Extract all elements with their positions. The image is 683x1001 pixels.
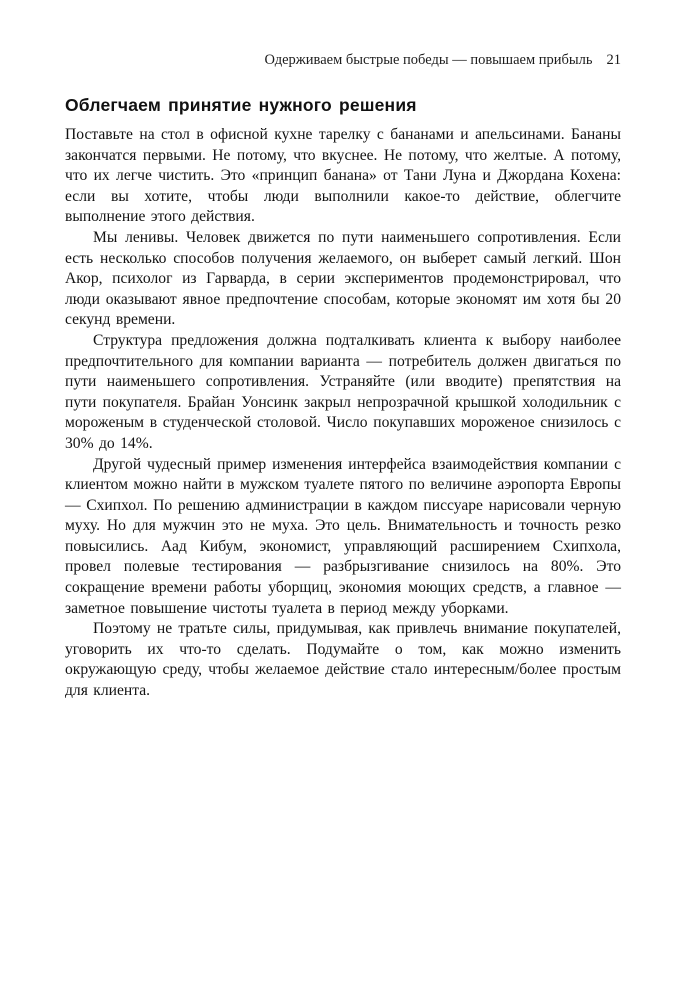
paragraph-2: Мы ленивы. Человек движется по пути наименьшего сопротивления. Если есть несколько способов получения желаемого, он выберет самый легкий. Шон Акор, психолог из Гарварда, в серии экспериментов продемонстрировал, что люди оказывают явное предпочтение способам, которые экономят им хотя бы 20 секунд времени. bbox=[65, 228, 621, 329]
running-header-title: Одерживаем быстрые победы — повышаем прибыль bbox=[264, 52, 593, 68]
paragraph-4: Другой чудесный пример изменения интерфейса взаимодействия компании с клиентом можно найти в мужском туалете пятого по величине аэропорта Европы — Схипхол. По решению администрации в каждом писсуаре нарисовали черную муху. Но для мужчин это не муха. Это цель. Внимательность и точность резко повысились. Аад Кибум, экономист, управляющий расширением Схипхола, провел полевые тестирования — разбрызгивание снизилось на 80%. Это сокращение времени работы уборщиц, экономия моющих средств, а главное — заметное повышение чистоты туалета в период между уборками. bbox=[65, 455, 621, 617]
paragraph-5: Поэтому не тратьте силы, придумывая, как привлечь внимание покупателей, уговорить их что-то сделать. Подумайте о том, как можно изменить окружающую среду, чтобы желаемое действие стало интересным/более простым для клиента. bbox=[65, 620, 621, 700]
section-heading: Облегчаем принятие нужного решения bbox=[65, 95, 417, 115]
article-body bbox=[65, 125, 621, 702]
paragraph-3: Структура предложения должна подталкивать клиента к выбору наиболее предпочтительного для компании варианта — потребитель должен двигаться по пути наименьшего сопротивления. Устраняйте (или вводите) препятствия на пути покупателя. Брайан Уонсинк закрыл непрозрачной крышкой холодильник с мороженым в студенческой столовой. Число покупавших мороженое снизилось с 30% до 14%. bbox=[65, 331, 621, 452]
page-number: 21 bbox=[606, 52, 621, 68]
paragraph-1: Поставьте на стол в офисной кухне тарелку с бананами и апельсинами. Бананы закончатся первыми. Не потому, что вкуснее. Не потому, что желтые. А потому, что их легче чистить. Это «принцип банана» от Тани Луна и Джордана Кохена: если вы хотите, чтобы люди выполнили какое-то действие, облегчите выполнение этого действия. bbox=[65, 126, 621, 226]
running-header bbox=[65, 52, 621, 69]
